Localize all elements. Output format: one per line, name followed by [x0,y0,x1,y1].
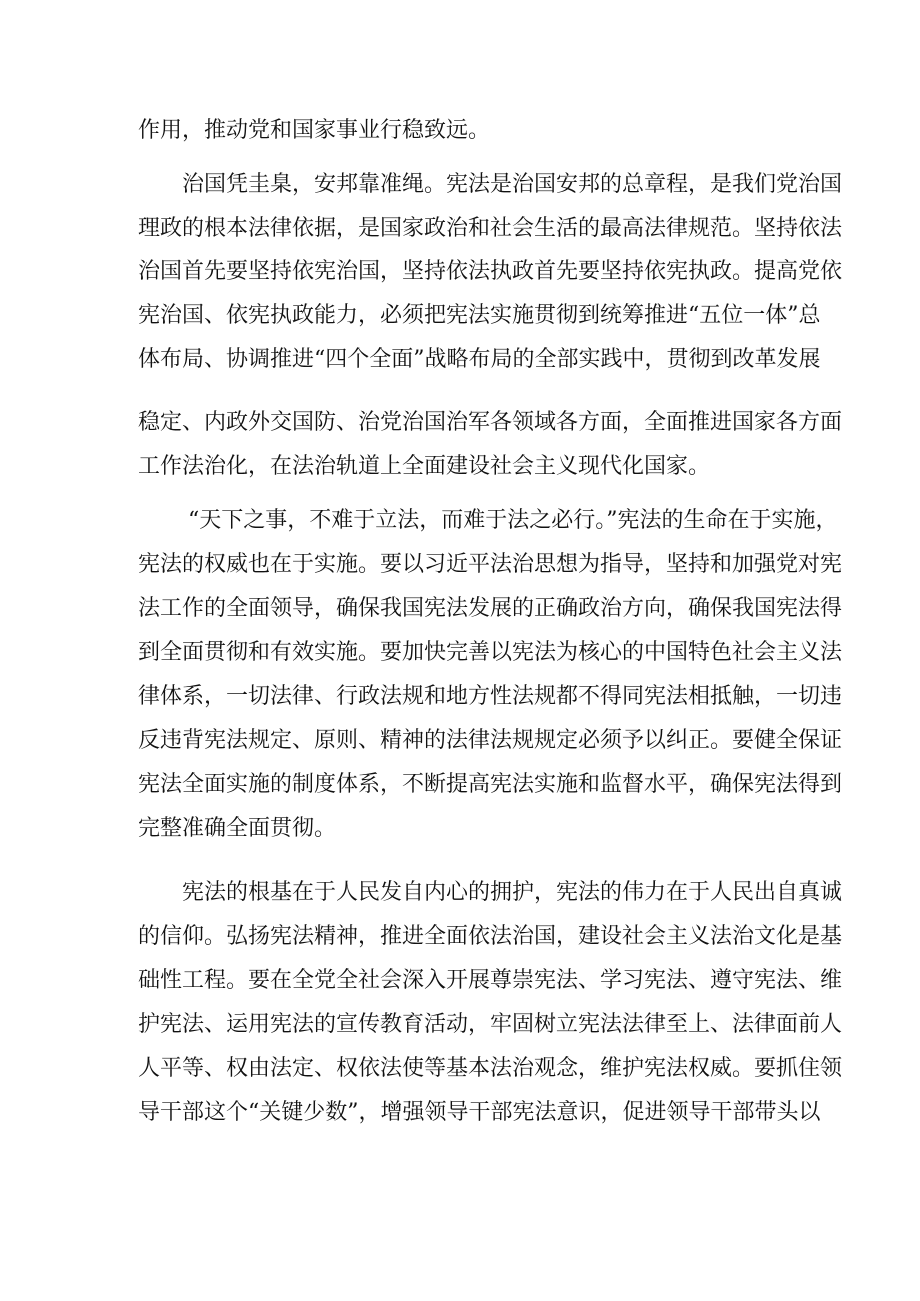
text-line: 到全面贯彻和有效实施。要加快完善以宪法为核心的中国特色社会主义法 [138,640,843,665]
text-line: 反违背宪法规定、原则、精神的法律法规规定必须予以纠正。要健全保证 [138,728,843,753]
text-line: 工作法治化，在法治轨道上全面建设社会主义现代化国家。 [138,454,711,479]
text-line: 律体系，一切法律、行政法规和地方性法规都不得同宪法相抵触，一切违 [138,684,843,709]
text-line: 础性工程。要在全党全社会深入开展尊崇宪法、学习宪法、遵守宪法、维 [138,968,843,993]
text-line: 法工作的全面领导，确保我国宪法发展的正确政治方向，确保我国宪法得 [138,596,843,621]
text-line: 理政的根本法律依据，是国家政治和社会生活的最高法律规范。坚持依法 [138,216,843,241]
text-line: 稳定、内政外交国防、治党治国治军各领域各方面，全面推进国家各方面 [138,410,843,435]
text-line: 体布局、协调推进“四个全面”战略布局的全部实践中，贯彻到改革发展 [138,347,821,372]
text-line: 治国首先要坚持依宪治国，坚持依法执政首先要坚持依宪执政。提高党依 [138,259,843,284]
text-line: 导干部这个“关键少数”，增强领导干部宪法意识，促进领导干部带头以 [138,1100,821,1125]
text-line: 人平等、权由法定、权依法使等基本法治观念，维护宪法权威。要抓住领 [138,1056,843,1081]
paragraph-first-line: 宪法的根基在于人民发自内心的拥护，宪法的伟力在于人民出自真诚 [182,880,843,905]
text-line: 宪法的权威也在于实施。要以习近平法治思想为指导，坚持和加强党对宪 [138,552,843,577]
text-line: 作用，推动党和国家事业行稳致远。 [138,118,491,143]
paragraph-first-line: 治国凭圭臬，安邦靠准绳。宪法是治国安邦的总章程，是我们党治国 [182,172,843,197]
text-line: 的信仰。弘扬宪法精神，推进全面依法治国，建设社会主义法治文化是基 [138,924,843,949]
text-line: 宪治国、依宪执政能力，必须把宪法实施贯彻到统筹推进“五位一体”总 [138,303,821,328]
text-line: 护宪法、运用宪法的宣传教育活动，牢固树立宪法法律至上、法律面前人 [138,1012,843,1037]
text-line: 完整准确全面贯彻。 [138,816,337,841]
paragraph-first-line: “天下之事，不难于立法，而难于法之必行。”宪法的生命在于实施， [188,508,838,533]
text-line: 宪法全面实施的制度体系，不断提高宪法实施和监督水平，确保宪法得到 [138,772,843,797]
